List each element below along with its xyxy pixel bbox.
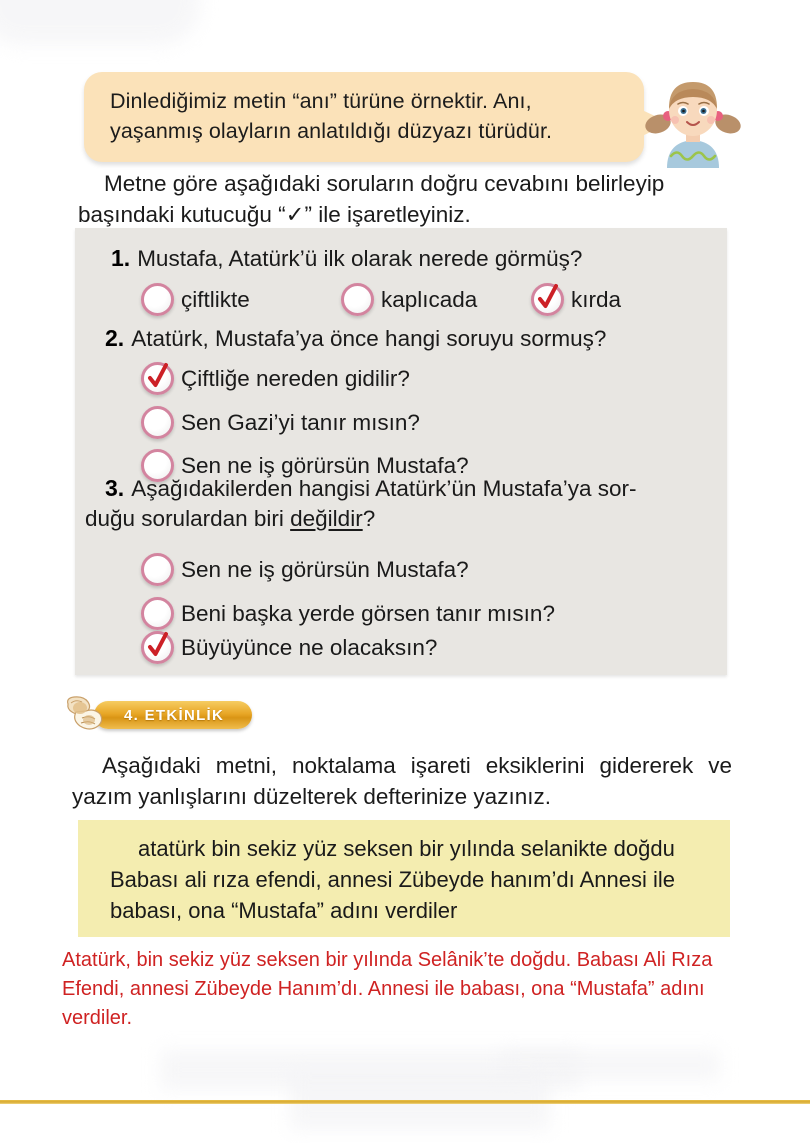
radio-ciftlikte[interactable] bbox=[141, 283, 174, 316]
yellow-text-box bbox=[78, 820, 730, 937]
option-ciftlikte[interactable] bbox=[141, 283, 341, 316]
radio-ciftlige-nereden[interactable] bbox=[141, 362, 174, 395]
activity-instruction-text: Aşağıdaki metni, noktalama işareti eksiklerini gidererek ve yazım yanlışlarını düzelterek defterinize yazınız. bbox=[72, 753, 732, 809]
radio-sen-ne-is[interactable] bbox=[141, 553, 174, 586]
page-shadow-top-left bbox=[0, 0, 200, 45]
question-3-text-line2 bbox=[85, 504, 705, 534]
question-2-text: Atatürk, Mustafa’ya önce hangi soruyu sormuş? bbox=[131, 326, 607, 351]
activity-badge-label: 4. ETKİNLİK bbox=[124, 706, 225, 724]
option-kaplicada[interactable] bbox=[341, 283, 531, 316]
instruction-text: Metne göre aşağıdaki soruların doğru cevabını belirleyip başındaki kutucuğu “✓” ile işaretleyiniz. bbox=[78, 171, 665, 227]
radio-kirda[interactable] bbox=[531, 283, 564, 316]
question-1-number: 1. bbox=[111, 245, 131, 271]
option-label-ciftlikte: çiftlikte bbox=[181, 286, 250, 312]
activity-badge bbox=[62, 694, 252, 736]
yellow-box-line-3: ile babası, ona “Mustafa” adını verdiler bbox=[110, 867, 676, 923]
radio-kaplicada[interactable] bbox=[341, 283, 374, 316]
scroll-icon bbox=[62, 694, 110, 736]
speech-bubble-body bbox=[84, 72, 644, 162]
check-icon bbox=[536, 283, 560, 313]
option-kirda[interactable] bbox=[531, 283, 621, 316]
question-3-heading bbox=[105, 474, 705, 504]
option-ciftlige-nereden[interactable] bbox=[141, 362, 410, 395]
option-label-ciftlige-nereden: Çiftliğe nereden gidilir? bbox=[181, 365, 410, 391]
question-3-text-line1: Aşağıdakilerden hangisi Atatürk’ün Mustafa’ya sor- bbox=[131, 476, 637, 501]
option-label-kirda: kırda bbox=[571, 286, 622, 312]
question-3-text-prefix: duğu sorulardan biri bbox=[85, 506, 291, 531]
question-2-heading bbox=[105, 324, 606, 354]
option-label-buyuyunce: Büyüyünce ne olacaksın? bbox=[181, 634, 438, 660]
option-beni-baska-yerde[interactable] bbox=[141, 597, 555, 630]
yellow-box-line-1: atatürk bin sekiz yüz seksen bir yılında selanikte doğdu bbox=[138, 836, 675, 861]
option-label-sen-gaziyi: Sen Gazi’yi tanır mısın? bbox=[181, 409, 420, 435]
question-1-text: Mustafa, Atatürk’ü ilk olarak nerede görmüş? bbox=[137, 246, 583, 271]
speech-bubble bbox=[84, 72, 644, 162]
option-sen-gaziyi[interactable] bbox=[141, 406, 420, 439]
question-2-number: 2. bbox=[105, 325, 125, 351]
option-label-beni-baska-yerde: Beni başka yerde görsen tanır mısın? bbox=[181, 600, 555, 626]
corrected-answer-text: Atatürk, bin sekiz yüz seksen bir yılında Selânik’te doğdu. Babası Ali Rıza Efendi, annesi Zübeyde Hanım’dı. Annesi ile babası, ona “Mustafa” adını verdiler. bbox=[62, 949, 713, 1029]
option-label-sen-ne-is: Sen ne iş görürsün Mustafa? bbox=[181, 556, 469, 582]
radio-buyuyunce[interactable] bbox=[141, 631, 174, 664]
question-3 bbox=[85, 474, 705, 534]
yellow-box-line-2: Babası ali rıza efendi, annesi Zübeyde hanım’dı Annesi bbox=[110, 867, 647, 892]
girl-illustration bbox=[641, 64, 745, 168]
radio-beni-baska-yerde[interactable] bbox=[141, 597, 174, 630]
questions-panel bbox=[75, 228, 727, 675]
question-1-heading bbox=[111, 244, 582, 274]
radio-sen-gaziyi[interactable] bbox=[141, 406, 174, 439]
question-3-text-emphasis: değildir bbox=[290, 506, 363, 531]
question-3-text-suffix: ? bbox=[362, 506, 376, 531]
yellow-box-content bbox=[110, 833, 710, 926]
page-shadow-bottom-right bbox=[500, 1050, 720, 1080]
page-shadow-bottom-left bbox=[160, 1050, 580, 1090]
activity-badge-pill bbox=[94, 701, 252, 729]
footer-rule bbox=[0, 1100, 810, 1104]
option-label-adin-ne: Sen ne iş görürsün Mustafa? bbox=[181, 452, 469, 478]
question-2 bbox=[105, 324, 606, 354]
check-icon bbox=[146, 362, 170, 392]
question-1-options bbox=[141, 283, 621, 316]
question-1 bbox=[111, 244, 582, 274]
check-icon bbox=[146, 631, 170, 661]
speech-bubble-text: Dinlediğimiz metin “anı” türüne örnektir. Anı, yaşanmış olayların anlatıldığı düzyazı türüdür. bbox=[110, 89, 553, 143]
option-label-kaplicada: kaplıcada bbox=[381, 286, 478, 312]
option-buyuyunce[interactable] bbox=[141, 631, 437, 664]
option-sen-ne-is[interactable] bbox=[141, 553, 469, 586]
question-3-number: 3. bbox=[105, 475, 125, 501]
